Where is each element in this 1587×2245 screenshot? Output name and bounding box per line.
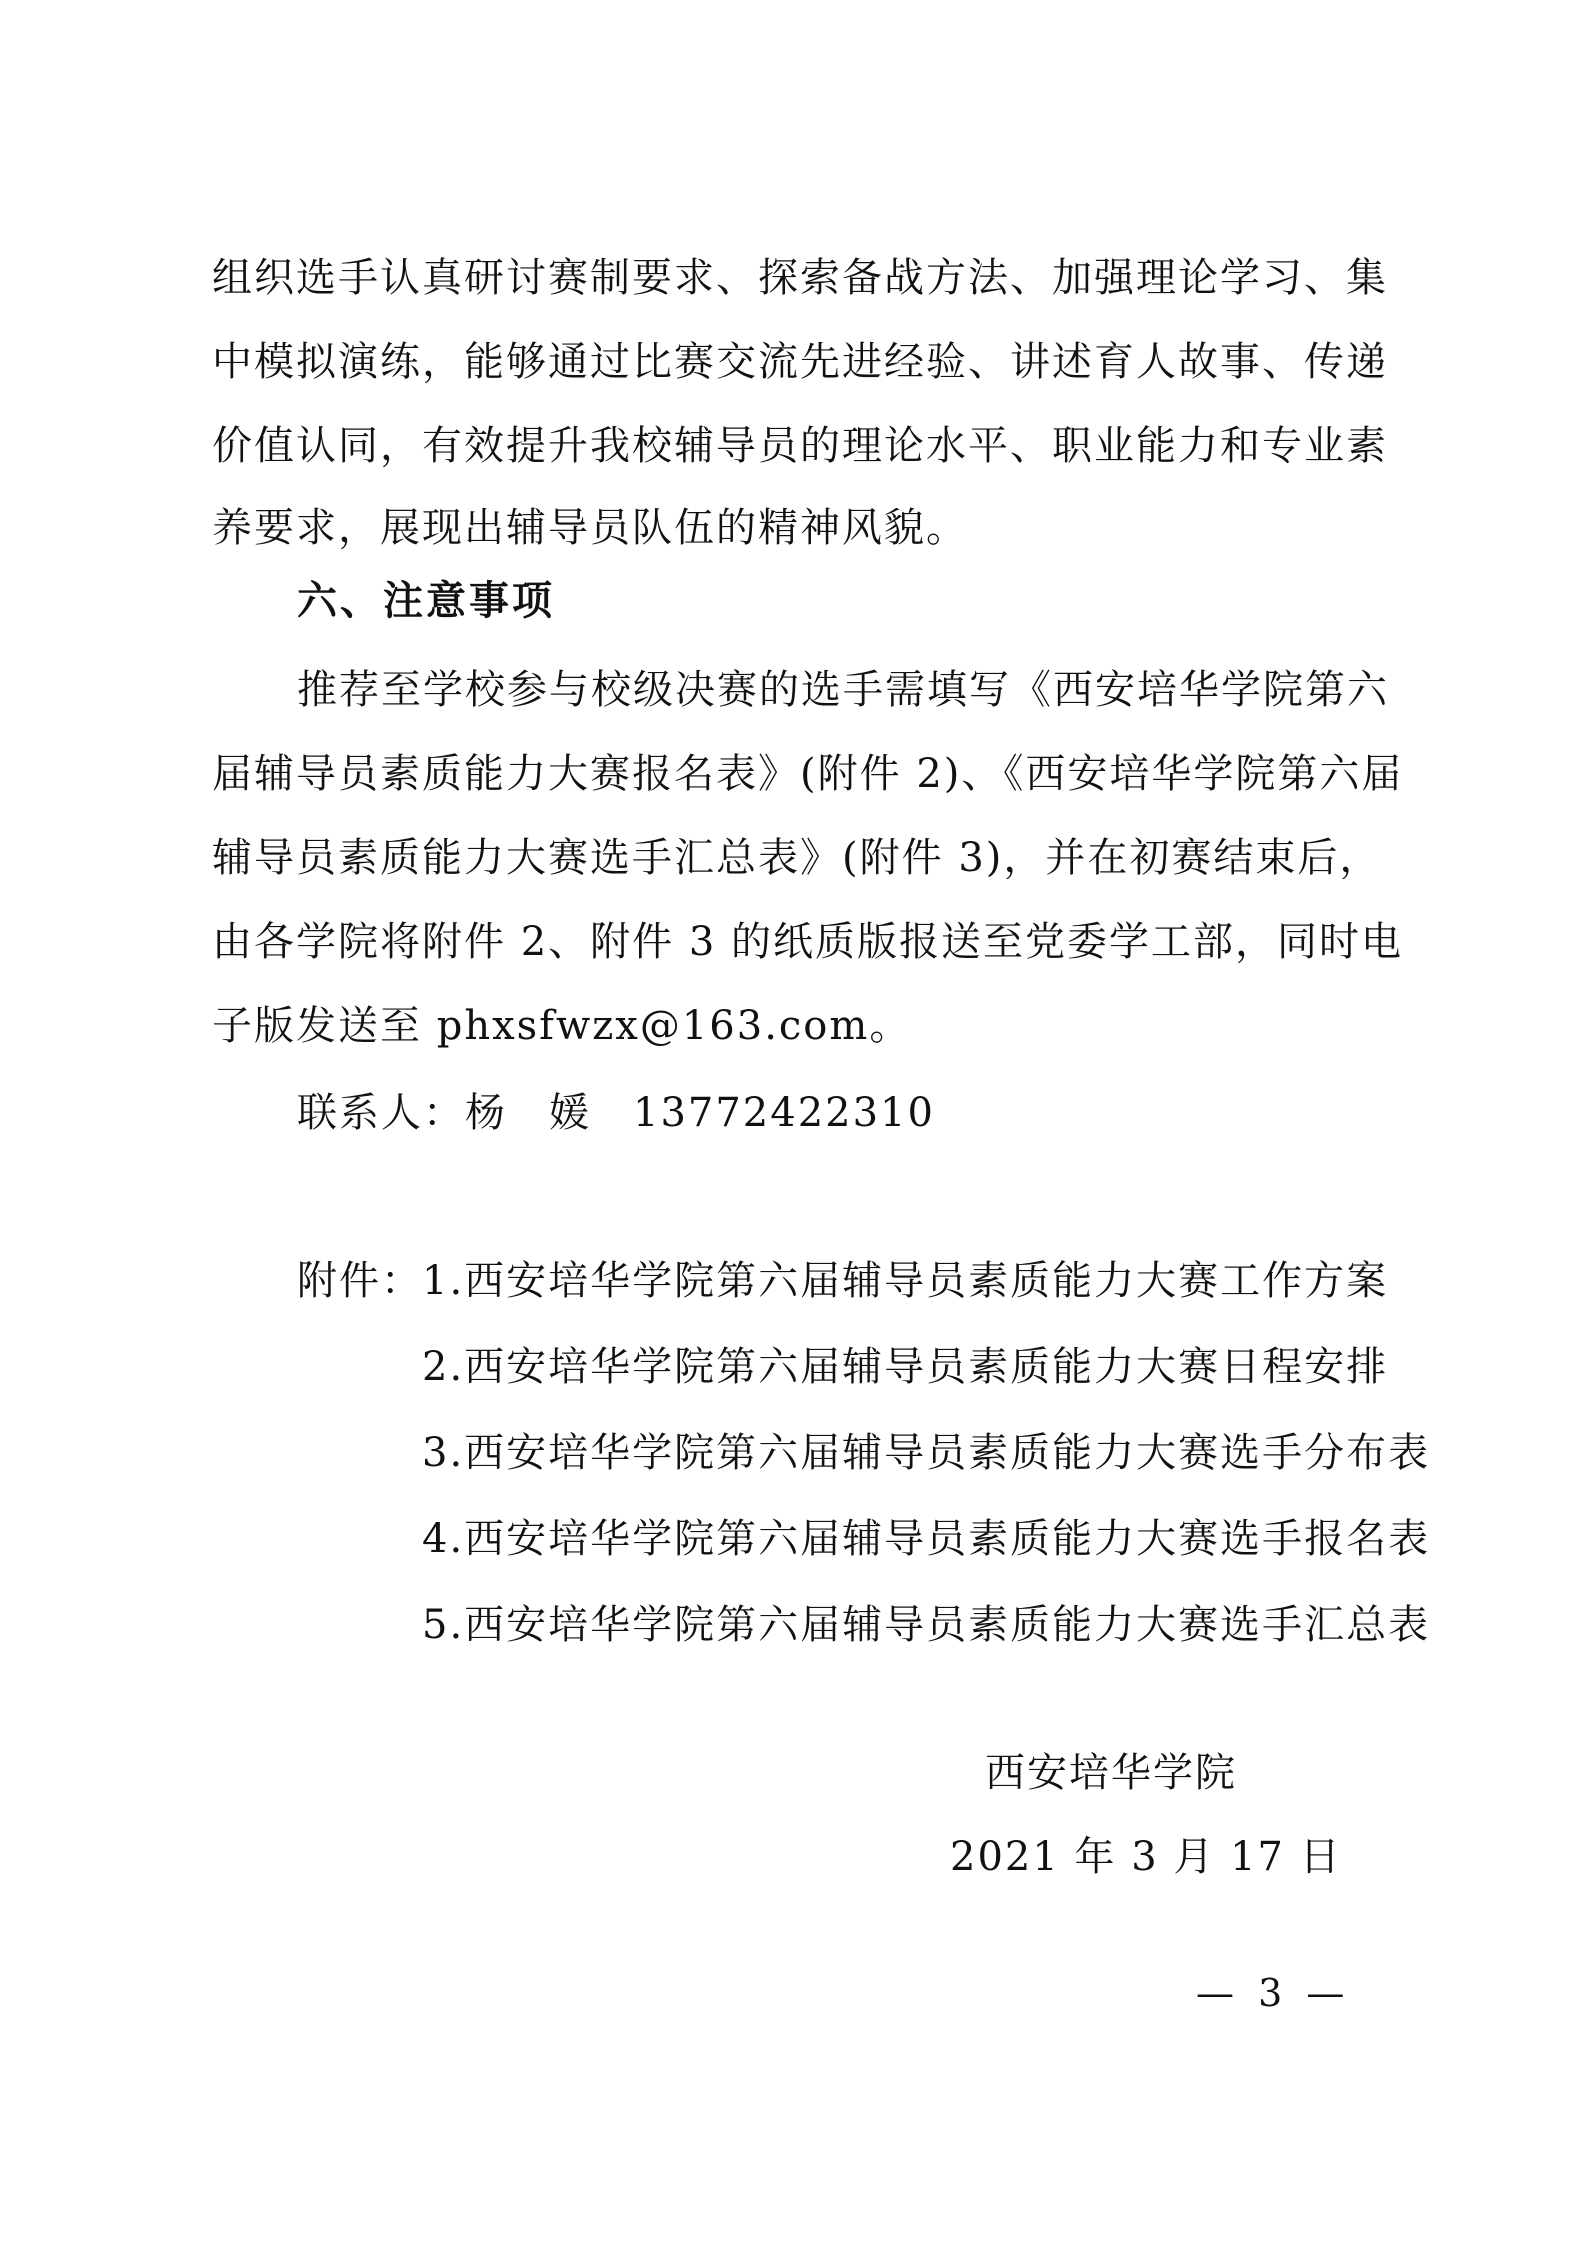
signature-organization: 西安培华学院	[985, 1750, 1237, 1796]
attachment-item-5: 5.西安培华学院第六届辅导员素质能力大赛选手汇总表	[422, 1602, 1431, 1648]
notice-line-3: 辅导员素质能力大赛选手汇总表》(附件 3)，并在初赛结束后，	[212, 835, 1382, 881]
paragraph-line-4: 养要求，展现出辅导员队伍的精神风貌。	[212, 505, 968, 551]
attachment-item-1: 1.西安培华学院第六届辅导员素质能力大赛工作方案	[422, 1258, 1389, 1304]
attachment-item-4: 4.西安培华学院第六届辅导员素质能力大赛选手报名表	[422, 1516, 1431, 1562]
attachments-label: 附件：	[297, 1258, 423, 1304]
paragraph-line-2: 中模拟演练，能够通过比赛交流先进经验、讲述育人故事、传递	[212, 339, 1388, 385]
paragraph-line-1: 组织选手认真研讨赛制要求、探索备战方法、加强理论学习、集	[212, 255, 1388, 301]
notice-line-2: 届辅导员素质能力大赛报名表》(附件 2)、《西安培华学院第六届	[212, 751, 1404, 797]
notice-line-1: 推荐至学校参与校级决赛的选手需填写《西安培华学院第六	[297, 667, 1389, 713]
contact-person: 联系人：杨 媛 13772422310	[297, 1090, 935, 1136]
attachment-item-3: 3.西安培华学院第六届辅导员素质能力大赛选手分布表	[422, 1430, 1431, 1476]
paragraph-line-3: 价值认同，有效提升我校辅导员的理论水平、职业能力和专业素	[212, 423, 1388, 469]
signature-date: 2021 年 3 月 17 日	[950, 1834, 1342, 1880]
notice-line-4: 由各学院将附件 2、附件 3 的纸质版报送至党委学工部，同时电	[212, 919, 1404, 965]
notice-line-5: 子版发送至 phxsfwzx@163.com。	[212, 1003, 912, 1049]
page-number: — 3 —	[1196, 1971, 1351, 2015]
attachment-item-2: 2.西安培华学院第六届辅导员素质能力大赛日程安排	[422, 1344, 1389, 1390]
section-heading: 六、注意事项	[297, 578, 555, 624]
